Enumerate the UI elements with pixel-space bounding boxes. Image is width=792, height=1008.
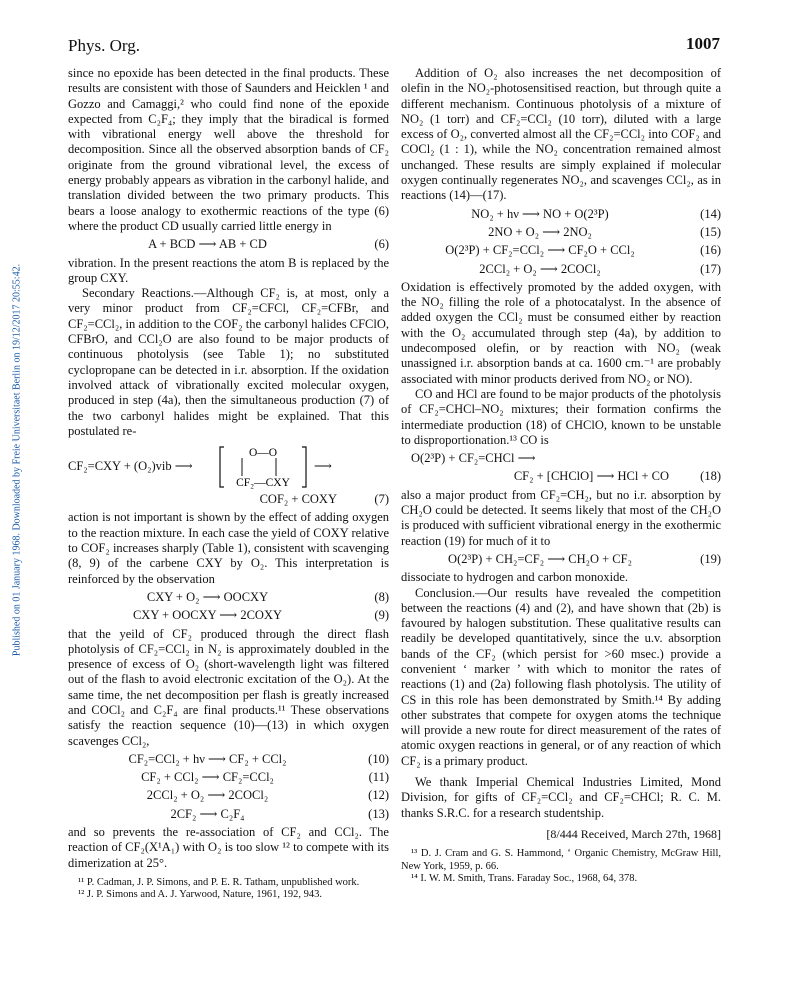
ring-top: O—O <box>248 447 278 460</box>
equation-8 <box>68 590 389 605</box>
paragraph: CO and HCl are found to be major products of the photolysis of CF₂=CHCl–NO₂ mixtures; their formation confirms the intermediate production (18) of CHClO, known to be unstable to disproportionation.¹³ CO is <box>401 386 721 447</box>
equation-expression: O(2³P) + CF₂=CCl₂ ⟶ CF₂O + CCl₂ <box>445 243 635 258</box>
paragraph: action is not important is shown by the effect of adding oxygen to the reaction mixture. In each case the yield of COXY relative to COF₂ increases sharply (Table 1), consistent with scavenging (8, 9) of the carbene CXY by O₂. This interpretation is reinforced by the observation <box>68 510 389 586</box>
equation-expression: CF₂ + CCl₂ ⟶ CF₂=CCl₂ <box>141 770 274 785</box>
equation-16 <box>401 243 721 258</box>
equation-14 <box>401 207 721 222</box>
footnotes <box>401 848 721 886</box>
equation-expression: 2CF₂ ⟶ C₂F₄ <box>170 806 245 821</box>
left-column <box>68 66 389 902</box>
equation-9 <box>68 608 389 623</box>
footnote-12: ¹² J. P. Simons and A. J. Yarwood, Nature, 1961, 192, 943. <box>78 889 323 901</box>
equation-number: (10) <box>368 751 389 766</box>
equation-19 <box>401 552 721 567</box>
equation-number: (16) <box>700 243 721 258</box>
equation-18-line1: O(2³P) + CF₂=CHCl ⟶ <box>411 451 536 466</box>
equation-number: (11) <box>368 770 389 785</box>
footnote-13: ¹³ D. J. Cram and G. S. Hammond, ‘ Organic Chemistry, McGraw Hill, New York, 1959, p. 66. <box>401 848 721 872</box>
paragraph-conclusion: Conclusion.—Our results have revealed the competition between the reactions (4) and (2), and have shown that (2b) is favoured by halogen substitution. These qualitative results can readily be developed quantitatively, since the u.v. absorption bands of the CF₂ (which persist for >60 msec.) provide a convenient ‘ marker ’ with which to monitor the rates of reactions (1) and (2a) following flash photolysis. The utility of CS in this role has been demonstrated by Smith.¹⁴ By adding other substrates that compete for oxygen atoms the technique will provide a new route for direct measurement of the rates of atomic oxygen reactions in general, or of any reaction of which CF₂ is a primary product. <box>401 585 721 768</box>
equation-expression: 2NO + O₂ ⟶ 2NO₂ <box>488 224 592 239</box>
equation-number: (7) <box>374 492 389 507</box>
equation-15 <box>401 225 721 240</box>
equation-expression: CXY + O₂ ⟶ OOCXY <box>146 589 269 604</box>
paragraph: vibration. In the present reactions the atom B is replaced by the group CXY. <box>68 255 389 285</box>
equation-number: (13) <box>368 806 389 821</box>
watermark-text: Published on 01 January 1968. Downloaded by Freie Universitaet Berlin on 19/12/2017 20:55:42. <box>11 263 23 657</box>
equation-number: (19) <box>700 551 721 566</box>
equation-number: (12) <box>368 788 389 803</box>
right-column <box>401 66 721 886</box>
page-number: 1007 <box>686 34 720 53</box>
equation-7 <box>68 445 389 507</box>
equation-18 <box>401 451 721 485</box>
ring-bracket-icon <box>218 445 308 489</box>
equation-expression: NO₂ + hν ⟶ NO + O(2³P) <box>471 206 609 221</box>
equation-7-arrow: ⟶ <box>314 459 332 474</box>
equation-number: (17) <box>700 261 721 276</box>
equation-number: (15) <box>700 224 721 239</box>
footnote-14: ¹⁴ I. W. M. Smith, Trans. Faraday Soc., 1968, 64, 378. <box>411 873 638 885</box>
equation-number: (6) <box>374 237 389 252</box>
equation-7-lhs: CF₂=CXY + (O₂)vib ⟶ <box>68 459 193 474</box>
equation-number: (18) <box>700 469 721 484</box>
equation-number: (9) <box>374 608 389 623</box>
equation-13 <box>68 807 389 822</box>
equation-expression: 2CCl₂ + O₂ ⟶ 2COCl₂ <box>146 788 269 803</box>
paragraph: Addition of O₂ also increases the net decomposition of olefin in the NO₂-photosensitised reaction, but through quite a different mechanism. Continuous photolysis of a mixture of NO₂ (1 torr) and CF₂=CCl₂ (10 torr), diluted with a large excess of O₂, converted almost all the CF₂=CCl₂ into COF₂ and COCl₂ (1 : 1), while the NO₂ concentration remained almost unchanged. These results are simply explained if molecular oxygen continually regenerates NO₂, and scavenges CCl₂, as in reactions (14)—(17). <box>401 66 721 203</box>
paragraph: Oxidation is effectively promoted by the added oxygen, with the NO₂ filling the role of a photocatalyst. In the absence of added oxygen the CCl₂ must be consumed either by reaction with the O₂ accumulated through step (4a), by addition to undecomposed olefin, or by reaction with NO₂ (weak unassigned i.r. absorption bands at ca. 1600 cm.⁻¹ are probably associated with minor products derived from NO₂ or NO). <box>401 279 721 386</box>
paragraph-secondary-reactions: Secondary Reactions.—Although CF₂ is, at most, only a very minor product from CF₂=CFCl, CF₂=CFBr, and CF₂=CCl₂, in addition to the COF₂ the carbonyl halides CFClO, CFBrO, and CCl₂O are also found to be major products of continuous photolysis (see Table 1); no substituted cyclopropane can be detected in i.r. absorption. If the oxidation involved attack of vibrationally excited molecular oxygen, produced in step (4a), then the simultaneous production (7) of the two carbonyl halides might be explained. That this postulated re- <box>68 286 389 438</box>
equation-10 <box>68 752 389 767</box>
equation-number: (8) <box>374 589 389 604</box>
received-date: [8/444 Received, March 27th, 1968] <box>546 826 721 841</box>
equation-expression: A + BCD ⟶ AB + CD <box>148 237 267 252</box>
equation-17 <box>401 262 721 277</box>
footnote-11: ¹¹ P. Cadman, J. P. Simons, and P. E. R. Tatham, unpublished work. <box>78 876 360 888</box>
equation-11 <box>68 770 389 785</box>
equation-6 <box>68 237 389 252</box>
paragraph: dissociate to hydrogen and carbon monoxide. <box>401 570 629 585</box>
paragraph: since no epoxide has been detected in the final products. These results are consistent with those of Saunders and Heicklen ¹ and Gozzo and Camaggi,² who could find none of the epoxide expected from C₂F₄; they imply that the biradical is formed with vibrational energy well above the threshold for decomposition. Since all the observed absorption bands of CF₂ originate from the ground vibrational level, the excess of energy probably appears as vibration in the carbonyl halide, and translation divided between the two primary products. This bears a loose analogy to exothermic reactions of the type (6) where the product CD usually carried little energy in <box>68 66 389 233</box>
equation-expression: O(2³P) + CH₂=CF₂ ⟶ CH₂O + CF₂ <box>448 551 632 566</box>
equation-expression: CF₂=CCl₂ + hν ⟶ CF₂ + CCl₂ <box>128 751 287 766</box>
equation-number: (14) <box>700 206 721 221</box>
paragraph: also a major product from CF₂=CH₂, but no i.r. absorption by CH₂O could be detected. It seems likely that most of the CH₂O is produced with sufficient vibrational energy in the exothermic reaction (19) for much of it to <box>401 487 721 548</box>
ring-bottom: CF₂—CXY <box>236 477 290 490</box>
equation-7-rhs: COF₂ + COXY <box>259 492 337 507</box>
paragraph: and so prevents the re-association of CF₂ and CCl₂. The reaction of CF₂(X¹A₁) with O₂ is too slow ¹² to compete with its dimerization at 25°. <box>68 825 389 870</box>
footnotes <box>68 877 389 902</box>
download-watermark <box>10 190 24 730</box>
equation-18-line2: CF₂ + [CHClO] ⟶ HCl + CO <box>513 469 669 484</box>
paragraph: that the yeild of CF₂ produced through the direct flash photolysis of CF₂=CCl₂ in N₂ is approximately doubled in the presence of excess of O₂ (short-wavelength light was filtered out of the flash to avoid electronic excitation of the O₂). At the same time, the net decomposition per flash is greatly increased and COCl₂ and C₂F₄ are final products.¹¹ These observations satisfy the reaction sequence (10)—(13) in which oxygen scavenges CCl₂, <box>68 626 389 748</box>
equation-12 <box>68 788 389 803</box>
equation-expression: 2CCl₂ + O₂ ⟶ 2COCl₂ <box>479 261 601 276</box>
acknowledgements: We thank Imperial Chemical Industries Limited, Mond Division, for gifts of CF₂=CCl₂ and CF₂=CHCl; R. C. M. thanks S.R.C. for a research studentship. <box>401 775 721 820</box>
equation-expression: CXY + OOCXY ⟶ 2COXY <box>132 608 283 623</box>
journal-name: Phys. Org. <box>68 36 140 55</box>
